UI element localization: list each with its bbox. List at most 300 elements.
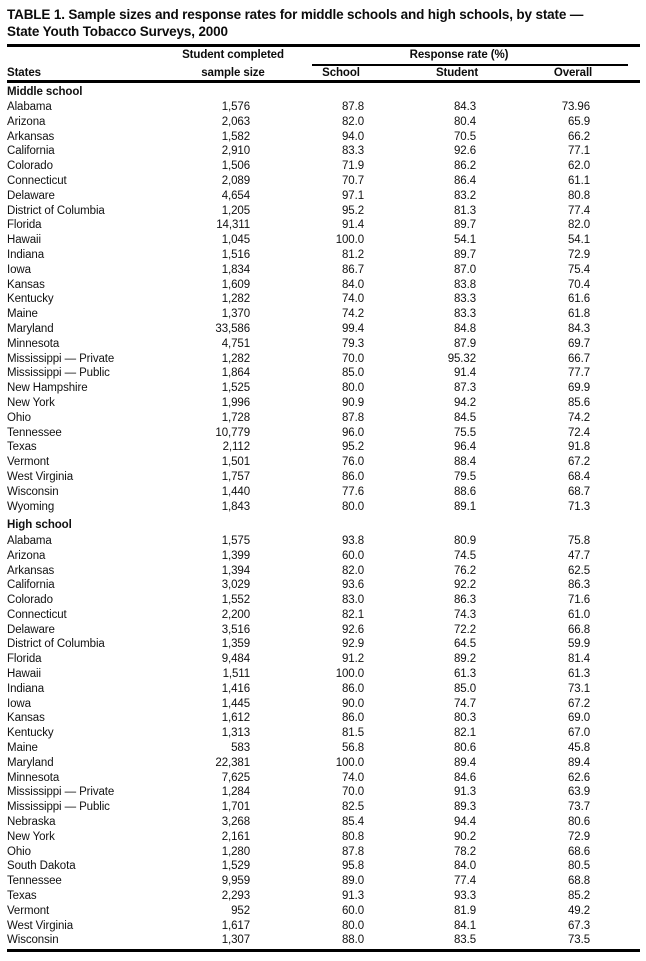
table-row (7, 500, 640, 515)
table-row (7, 130, 640, 145)
table-row (7, 144, 640, 159)
state-cell: Wisconsin (7, 485, 59, 498)
table-title (7, 7, 640, 40)
overall-rate-cell: 75.4 (568, 263, 590, 276)
table-row (7, 815, 640, 830)
student-rate-cell: 89.4 (454, 756, 476, 769)
table-row (7, 593, 640, 608)
section-header (7, 518, 640, 534)
sample-size-cell: 1,445 (221, 697, 250, 710)
state-cell: Vermont (7, 904, 50, 917)
table-row (7, 278, 640, 293)
table-row (7, 426, 640, 441)
overall-rate-cell: 61.8 (568, 308, 590, 321)
sample-size-cell: 2,200 (221, 608, 250, 621)
sample-size-cell: 952 (231, 904, 250, 917)
sample-size-cell: 1,612 (221, 712, 250, 725)
student-rate-cell: 88.4 (454, 456, 476, 469)
sample-size-cell: 9,959 (221, 875, 250, 888)
overall-rate-cell: 68.7 (568, 485, 590, 498)
school-rate-cell: 85.0 (342, 367, 364, 380)
section-label: Middle school (7, 85, 83, 98)
sample-size-cell: 33,586 (215, 323, 250, 336)
school-rate-cell: 86.0 (342, 712, 364, 725)
overall-rate-cell: 73.96 (561, 101, 590, 114)
table-row (7, 534, 640, 549)
sample-size-cell: 1,582 (221, 130, 250, 143)
school-rate-cell: 82.5 (342, 801, 364, 814)
school-rate-cell: 81.2 (342, 249, 364, 262)
student-rate-cell: 86.4 (454, 175, 476, 188)
table-row (7, 756, 640, 771)
sample-size-cell: 3,516 (221, 623, 250, 636)
state-cell: Colorado (7, 594, 53, 607)
table-row (7, 652, 640, 667)
table-row (7, 682, 640, 697)
sample-size-cell: 1,205 (221, 204, 250, 217)
sample-size-cell: 583 (231, 742, 250, 755)
state-cell: Arizona (7, 115, 46, 128)
sample-size-cell: 2,112 (222, 441, 250, 454)
school-rate-cell: 89.0 (342, 875, 364, 888)
state-cell: Iowa (7, 697, 31, 710)
student-rate-cell: 84.5 (454, 411, 476, 424)
student-rate-cell: 83.8 (454, 278, 476, 291)
student-rate-cell: 54.1 (454, 234, 476, 247)
sample-size-cell: 1,045 (221, 234, 250, 247)
overall-rate-cell: 69.0 (568, 712, 590, 725)
state-cell: Wisconsin (7, 934, 59, 947)
state-cell: Wyoming (7, 500, 55, 513)
school-rate-cell: 60.0 (342, 904, 364, 917)
overall-rate-cell: 68.6 (568, 845, 590, 858)
school-rate-cell: 56.8 (342, 742, 364, 755)
table-row (7, 608, 640, 623)
sample-size-cell: 3,268 (221, 816, 250, 829)
school-rate-cell: 95.2 (342, 204, 364, 217)
overall-rate-cell: 62.0 (568, 160, 590, 173)
school-rate-cell: 90.9 (342, 397, 364, 410)
state-cell: Alabama (7, 534, 52, 547)
state-cell: Kentucky (7, 727, 54, 740)
school-rate-cell: 83.3 (342, 145, 364, 158)
school-rate-cell: 91.3 (342, 890, 364, 903)
student-rate-cell: 83.3 (454, 308, 476, 321)
school-rate-cell: 91.2 (342, 653, 364, 666)
school-rate-cell: 86.0 (342, 471, 364, 484)
state-cell: Maine (7, 742, 38, 755)
school-rate-cell: 95.2 (342, 441, 364, 454)
sample-size-cell: 1,282 (221, 352, 250, 365)
sample-size-cell: 3,029 (221, 579, 250, 592)
student-rate-cell: 61.3 (454, 668, 476, 681)
sample-size-cell: 2,293 (221, 890, 250, 903)
sample-size-cell: 1,284 (221, 786, 250, 799)
sample-size-cell: 1,834 (221, 263, 250, 276)
student-rate-cell: 90.2 (454, 830, 476, 843)
table-row (7, 933, 640, 948)
state-cell: Florida (7, 219, 42, 232)
student-rate-cell: 89.2 (454, 653, 476, 666)
student-rate-cell: 86.3 (454, 594, 476, 607)
table-row (7, 440, 640, 455)
overall-rate-cell: 49.2 (568, 904, 590, 917)
state-cell: Hawaii (7, 668, 41, 681)
state-cell: Indiana (7, 249, 45, 262)
sample-size-cell: 1,282 (221, 293, 250, 306)
state-cell: Maryland (7, 756, 54, 769)
school-rate-cell: 99.4 (342, 323, 364, 336)
table-body (7, 85, 640, 949)
student-rate-cell: 81.3 (454, 204, 476, 217)
state-cell: West Virginia (7, 471, 74, 484)
school-rate-cell: 100.0 (335, 756, 364, 769)
overall-rate-cell: 73.1 (568, 682, 590, 695)
sample-size-cell: 1,394 (221, 564, 250, 577)
student-rate-cell: 74.5 (454, 549, 476, 562)
school-rate-cell: 86.0 (342, 682, 364, 695)
overall-rate-cell: 61.0 (568, 608, 590, 621)
overall-rate-cell: 67.3 (568, 919, 590, 932)
student-rate-cell: 84.8 (454, 323, 476, 336)
col-header-student: Student (435, 66, 479, 79)
school-rate-cell: 74.0 (342, 293, 364, 306)
state-cell: Tennessee (7, 875, 62, 888)
table-row (7, 396, 640, 411)
state-cell: New York (7, 830, 55, 843)
state-cell: Texas (7, 890, 37, 903)
section-label: High school (7, 519, 72, 532)
overall-rate-cell: 66.8 (568, 623, 590, 636)
sample-size-cell: 4,751 (221, 337, 250, 350)
table-row (7, 741, 640, 756)
sample-size-cell: 1,440 (221, 485, 250, 498)
student-rate-cell: 80.9 (454, 534, 476, 547)
overall-rate-cell: 63.9 (568, 786, 590, 799)
table-row (7, 889, 640, 904)
school-rate-cell: 79.3 (342, 337, 364, 350)
state-cell: Indiana (7, 682, 45, 695)
table-row (7, 697, 640, 712)
sample-size-cell: 1,757 (221, 471, 250, 484)
sample-size-cell: 1,516 (221, 249, 250, 262)
state-cell: Hawaii (7, 234, 41, 247)
table-row (7, 904, 640, 919)
school-rate-cell: 88.0 (342, 934, 364, 947)
overall-rate-cell: 67.2 (568, 697, 590, 710)
state-cell: Arizona (7, 549, 46, 562)
student-rate-cell: 74.7 (454, 697, 476, 710)
student-rate-cell: 75.5 (454, 426, 476, 439)
overall-rate-cell: 61.1 (568, 175, 590, 188)
sample-size-cell: 1,416 (221, 682, 250, 695)
student-rate-cell: 89.1 (454, 500, 476, 513)
school-rate-cell: 71.9 (342, 160, 364, 173)
student-rate-cell: 77.4 (454, 875, 476, 888)
overall-rate-cell: 74.2 (568, 411, 590, 424)
state-cell: Maine (7, 308, 38, 321)
state-cell: Mississippi — Public (7, 367, 110, 380)
overall-rate-cell: 75.8 (568, 534, 590, 547)
school-rate-cell: 100.0 (335, 668, 364, 681)
student-rate-cell: 91.3 (454, 786, 476, 799)
table-row (7, 919, 640, 934)
state-cell: Mississippi — Private (7, 352, 115, 365)
school-rate-cell: 97.1 (342, 189, 364, 202)
table-row (7, 859, 640, 874)
col-header-states: States (7, 66, 41, 79)
school-rate-cell: 83.0 (342, 594, 364, 607)
overall-rate-cell: 72.4 (568, 426, 590, 439)
school-rate-cell: 85.4 (342, 816, 364, 829)
table-row (7, 470, 640, 485)
state-cell: Arkansas (7, 564, 55, 577)
state-cell: Arkansas (7, 130, 55, 143)
overall-rate-cell: 62.6 (568, 771, 590, 784)
student-rate-cell: 82.1 (454, 727, 476, 740)
school-rate-cell: 86.7 (342, 263, 364, 276)
school-rate-cell: 60.0 (342, 549, 364, 562)
sample-size-cell: 2,089 (221, 175, 250, 188)
section-header (7, 85, 640, 101)
state-cell: Texas (7, 441, 37, 454)
sample-size-cell: 22,381 (215, 756, 250, 769)
overall-rate-cell: 77.1 (568, 145, 590, 158)
sample-size-cell: 1,728 (221, 411, 250, 424)
table-row (7, 578, 640, 593)
table-row (7, 564, 640, 579)
student-rate-cell: 95.32 (447, 352, 476, 365)
student-rate-cell: 78.2 (454, 845, 476, 858)
state-cell: Delaware (7, 189, 55, 202)
col-header-school: School (322, 66, 360, 79)
state-cell: Ohio (7, 411, 31, 424)
state-cell: Kentucky (7, 293, 54, 306)
student-rate-cell: 74.3 (454, 608, 476, 621)
table-row (7, 366, 640, 381)
table-row (7, 785, 640, 800)
sample-size-cell: 10,779 (215, 426, 250, 439)
school-rate-cell: 76.0 (342, 456, 364, 469)
overall-rate-cell: 70.4 (568, 278, 590, 291)
state-cell: Kansas (7, 278, 45, 291)
sample-size-cell: 1,506 (221, 160, 250, 173)
overall-rate-cell: 85.6 (568, 397, 590, 410)
school-rate-cell: 87.8 (342, 845, 364, 858)
bottom-rule (7, 949, 640, 952)
student-rate-cell: 89.3 (454, 801, 476, 814)
school-rate-cell: 94.0 (342, 130, 364, 143)
school-rate-cell: 95.8 (342, 860, 364, 873)
sample-size-cell: 1,307 (221, 934, 250, 947)
student-rate-cell: 70.5 (454, 130, 476, 143)
table-row (7, 726, 640, 741)
overall-rate-cell: 80.5 (568, 860, 590, 873)
table-row (7, 455, 640, 470)
sample-size-cell: 1,576 (221, 101, 250, 114)
overall-rate-cell: 59.9 (568, 638, 590, 651)
sample-size-cell: 7,625 (221, 771, 250, 784)
sample-size-cell: 1,529 (221, 860, 250, 873)
student-rate-cell: 80.3 (454, 712, 476, 725)
sample-size-cell: 1,617 (221, 919, 250, 932)
table-row (7, 381, 640, 396)
school-rate-cell: 92.6 (342, 623, 364, 636)
student-rate-cell: 83.2 (454, 189, 476, 202)
overall-rate-cell: 67.2 (568, 456, 590, 469)
overall-rate-cell: 77.7 (568, 367, 590, 380)
table-row (7, 159, 640, 174)
table-row (7, 174, 640, 189)
state-cell: Connecticut (7, 608, 67, 621)
table-row (7, 189, 640, 204)
sample-size-cell: 2,063 (221, 115, 250, 128)
student-rate-cell: 94.4 (454, 816, 476, 829)
school-rate-cell: 87.8 (342, 101, 364, 114)
response-rate-group-rule (312, 64, 628, 66)
state-cell: South Dakota (7, 860, 76, 873)
sample-size-cell: 1,552 (221, 594, 250, 607)
student-rate-cell: 80.6 (454, 742, 476, 755)
overall-rate-cell: 81.4 (568, 653, 590, 666)
col-header-sample-size-line2: sample size (201, 66, 265, 79)
overall-rate-cell: 85.2 (568, 890, 590, 903)
overall-rate-cell: 77.4 (568, 204, 590, 217)
state-cell: District of Columbia (7, 204, 105, 217)
student-rate-cell: 72.2 (454, 623, 476, 636)
student-rate-cell: 91.4 (454, 367, 476, 380)
overall-rate-cell: 54.1 (568, 234, 590, 247)
overall-rate-cell: 89.4 (568, 756, 590, 769)
school-rate-cell: 74.0 (342, 771, 364, 784)
overall-rate-cell: 86.3 (568, 579, 590, 592)
school-rate-cell: 92.9 (342, 638, 364, 651)
state-cell: Tennessee (7, 426, 62, 439)
table-title-line1: TABLE 1. Sample sizes and response rates for middle schools and high schools, by state — (7, 7, 584, 22)
sample-size-cell: 2,910 (221, 145, 250, 158)
overall-rate-cell: 61.3 (568, 668, 590, 681)
student-rate-cell: 96.4 (454, 441, 476, 454)
school-rate-cell: 93.6 (342, 579, 364, 592)
sample-size-cell: 2,161 (221, 830, 250, 843)
sample-size-cell: 1,701 (221, 801, 250, 814)
state-cell: Connecticut (7, 175, 67, 188)
state-cell: Alabama (7, 101, 52, 114)
student-rate-cell: 84.0 (454, 860, 476, 873)
overall-rate-cell: 68.8 (568, 875, 590, 888)
student-rate-cell: 76.2 (454, 564, 476, 577)
col-header-sample-size-line1: Student completed (182, 48, 284, 61)
table-row (7, 204, 640, 219)
state-cell: New Hampshire (7, 382, 88, 395)
table-header (7, 47, 640, 80)
table-row (7, 263, 640, 278)
school-rate-cell: 70.0 (342, 786, 364, 799)
sample-size-cell: 1,575 (221, 534, 250, 547)
school-rate-cell: 82.0 (342, 564, 364, 577)
school-rate-cell: 80.0 (342, 500, 364, 513)
overall-rate-cell: 67.0 (568, 727, 590, 740)
student-rate-cell: 81.9 (454, 904, 476, 917)
table-row (7, 115, 640, 130)
overall-rate-cell: 80.8 (568, 189, 590, 202)
state-cell: Iowa (7, 263, 31, 276)
table-row (7, 352, 640, 367)
sample-size-cell: 1,511 (222, 668, 250, 681)
table-row (7, 307, 640, 322)
student-rate-cell: 92.6 (454, 145, 476, 158)
student-rate-cell: 93.3 (454, 890, 476, 903)
overall-rate-cell: 66.2 (568, 130, 590, 143)
overall-rate-cell: 71.3 (568, 500, 590, 513)
student-rate-cell: 86.2 (454, 160, 476, 173)
student-rate-cell: 84.6 (454, 771, 476, 784)
overall-rate-cell: 82.0 (568, 219, 590, 232)
state-cell: Florida (7, 653, 42, 666)
overall-rate-cell: 61.6 (568, 293, 590, 306)
col-group-header-response-rate: Response rate (%) (409, 48, 509, 61)
table-row (7, 248, 640, 263)
overall-rate-cell: 84.3 (568, 323, 590, 336)
table-row (7, 485, 640, 500)
sample-size-cell: 1,399 (221, 549, 250, 562)
sample-size-cell: 1,359 (221, 638, 250, 651)
sample-size-cell: 1,996 (221, 397, 250, 410)
overall-rate-cell: 73.5 (568, 934, 590, 947)
school-rate-cell: 87.8 (342, 411, 364, 424)
table-row (7, 100, 640, 115)
table-row (7, 218, 640, 233)
school-rate-cell: 100.0 (335, 234, 364, 247)
table-row (7, 637, 640, 652)
school-rate-cell: 70.0 (342, 352, 364, 365)
school-rate-cell: 91.4 (342, 219, 364, 232)
student-rate-cell: 64.5 (454, 638, 476, 651)
school-rate-cell: 70.7 (342, 175, 364, 188)
school-rate-cell: 74.2 (342, 308, 364, 321)
school-rate-cell: 84.0 (342, 278, 364, 291)
table-row (7, 874, 640, 889)
state-cell: California (7, 145, 55, 158)
state-cell: Vermont (7, 456, 50, 469)
sample-size-cell: 1,501 (221, 456, 250, 469)
school-rate-cell: 82.1 (342, 608, 364, 621)
student-rate-cell: 88.6 (454, 485, 476, 498)
school-rate-cell: 82.0 (342, 115, 364, 128)
overall-rate-cell: 73.7 (568, 801, 590, 814)
school-rate-cell: 80.0 (342, 919, 364, 932)
student-rate-cell: 80.4 (454, 115, 476, 128)
overall-rate-cell: 72.9 (568, 830, 590, 843)
state-cell: Mississippi — Public (7, 801, 110, 814)
table-row (7, 292, 640, 307)
table-row (7, 322, 640, 337)
overall-rate-cell: 69.7 (568, 337, 590, 350)
state-cell: Maryland (7, 323, 54, 336)
overall-rate-cell: 47.7 (568, 549, 590, 562)
overall-rate-cell: 66.7 (568, 352, 590, 365)
state-cell: Mississippi — Private (7, 786, 115, 799)
school-rate-cell: 96.0 (342, 426, 364, 439)
table-row (7, 800, 640, 815)
student-rate-cell: 87.9 (454, 337, 476, 350)
sample-size-cell: 1,609 (221, 278, 250, 291)
overall-rate-cell: 80.6 (568, 816, 590, 829)
table-row (7, 623, 640, 638)
school-rate-cell: 81.5 (342, 727, 364, 740)
school-rate-cell: 80.8 (342, 830, 364, 843)
sample-size-cell: 1,280 (221, 845, 250, 858)
